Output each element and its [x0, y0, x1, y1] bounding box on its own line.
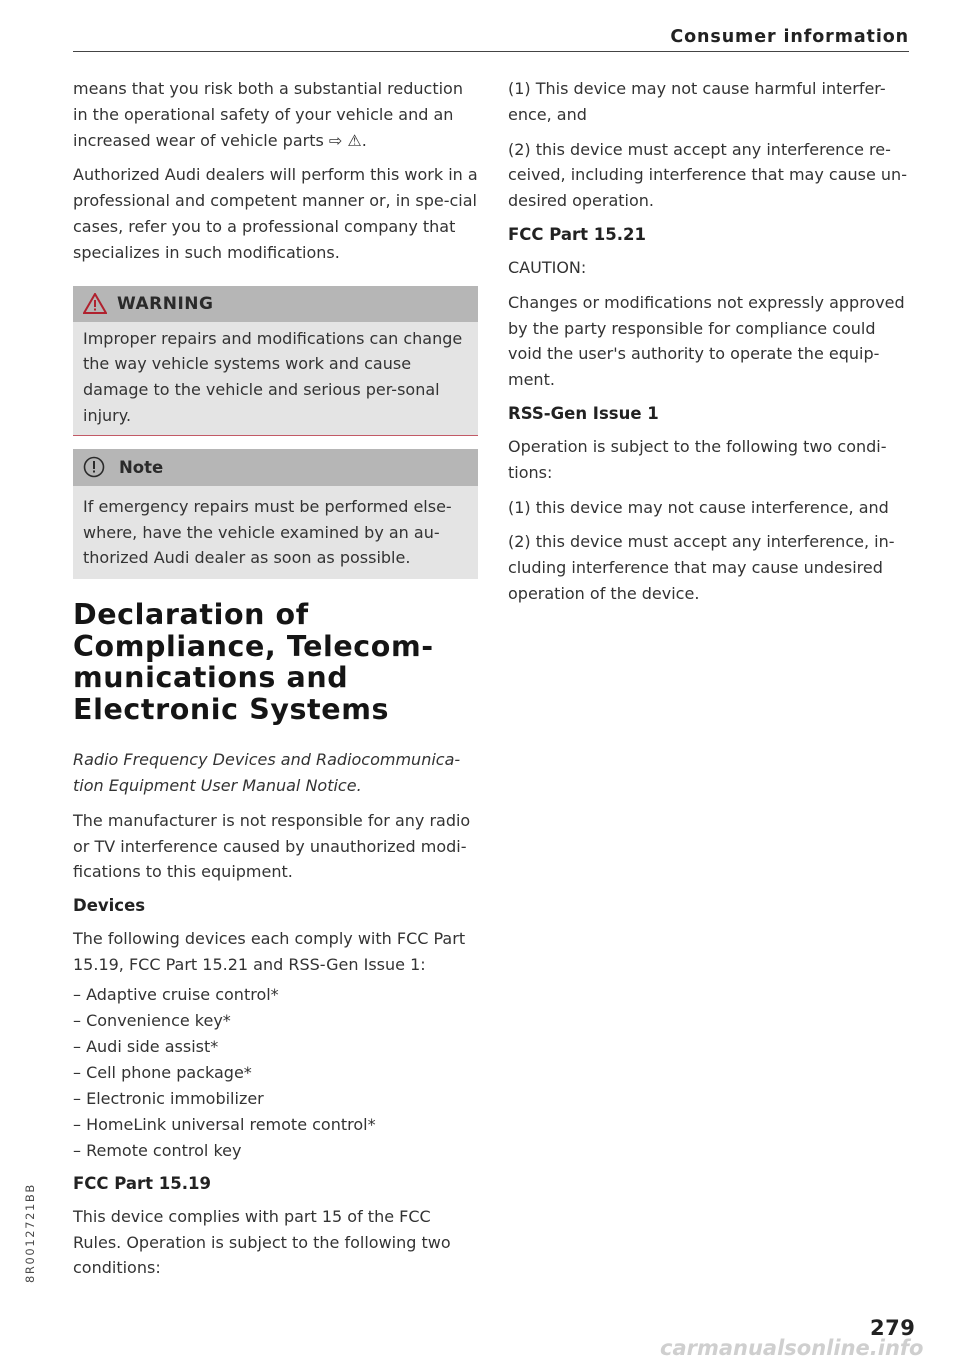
warning-header: [73, 286, 478, 322]
left-column: [73, 76, 478, 1281]
devices-list: [73, 982, 478, 1164]
warning-triangle-icon: [83, 293, 107, 314]
section-heading: Declaration of Compliance, Telecom-munications and Electronic Systems: [73, 598, 434, 726]
section-title: Consumer information: [670, 27, 909, 47]
list-item: – Adaptive cruise control*: [73, 984, 279, 1004]
fcc1519-heading: FCC Part 15.19: [73, 1173, 211, 1193]
rss-intro: Operation is subject to the following two condi-tions:: [508, 436, 887, 482]
warning-label: WARNING: [117, 293, 214, 314]
fcc1521-text: Changes or modifications not expressly approved by the party responsible for compliance could void the user's authority to operate the equip-ment.: [508, 292, 905, 390]
paragraph-risk: means that you risk both a substantial reduction in the operational safety of your vehicle and an increased wear of vehicle parts ⇨ ⚠.: [73, 79, 463, 150]
note-box: [73, 449, 478, 579]
paragraph-manufacturer: The manufacturer is not responsible for any radio or TV interference caused by unauthorized modi-fications to this equipment.: [73, 810, 471, 882]
list-item: – Remote control key: [73, 1140, 242, 1160]
page-number: 279: [870, 1316, 916, 1340]
header-rule: [73, 51, 909, 52]
fcc1521-heading: FCC Part 15.21: [508, 224, 646, 244]
list-item: – Convenience key*: [73, 1010, 231, 1030]
rss-condition-1: (1) this device may not cause interference, and: [508, 497, 889, 517]
intro-italic: Radio Frequency Devices and Radiocommunica-tion Equipment User Manual Notice.: [73, 750, 461, 795]
devices-intro: The following devices each comply with FCC Part 15.19, FCC Part 15.21 and RSS-Gen Issue 1:: [73, 929, 466, 974]
right-column: [508, 76, 910, 607]
note-header: [73, 449, 478, 486]
condition-2: (2) this device must accept any interference re-ceived, including interference that may cause un-desired operation.: [508, 139, 907, 211]
rss-heading: RSS-Gen Issue 1: [508, 403, 659, 423]
rss-condition-2: (2) this device must accept any interference, in-cluding interference that may cause undesired operation of the device.: [508, 532, 895, 603]
condition-1: (1) This device may not cause harmful interfer-ence, and: [508, 79, 886, 124]
info-circle-icon: [83, 456, 105, 478]
list-item: – Cell phone package*: [73, 1062, 252, 1082]
devices-heading: Devices: [73, 896, 146, 916]
paragraph-dealers: Authorized Audi dealers will perform this work in a professional and competent manner or, in spe-cial cases, refer you to a professional company that specializes in such modifications.: [73, 165, 478, 262]
fcc1519-text: This device complies with part 15 of the FCC Rules. Operation is subject to the following two conditions:: [73, 1206, 451, 1278]
note-text: If emergency repairs must be performed else-where, have the vehicle examined by an au-thorized Audi dealer as soon as possible.: [83, 496, 452, 568]
warning-box: [73, 286, 478, 436]
note-label: Note: [119, 457, 164, 477]
watermark: carmanualsonline.info: [660, 1336, 924, 1360]
list-item: – Audi side assist*: [73, 1036, 219, 1056]
document-code: 8R0012721BB: [23, 1183, 37, 1283]
list-item: – HomeLink universal remote control*: [73, 1114, 376, 1134]
list-item: – Electronic immobilizer: [73, 1088, 264, 1108]
caution-label: CAUTION:: [508, 257, 587, 277]
warning-text: Improper repairs and modifications can change the way vehicle systems work and cause damage to the vehicle and serious per-sonal injury.: [83, 328, 463, 425]
